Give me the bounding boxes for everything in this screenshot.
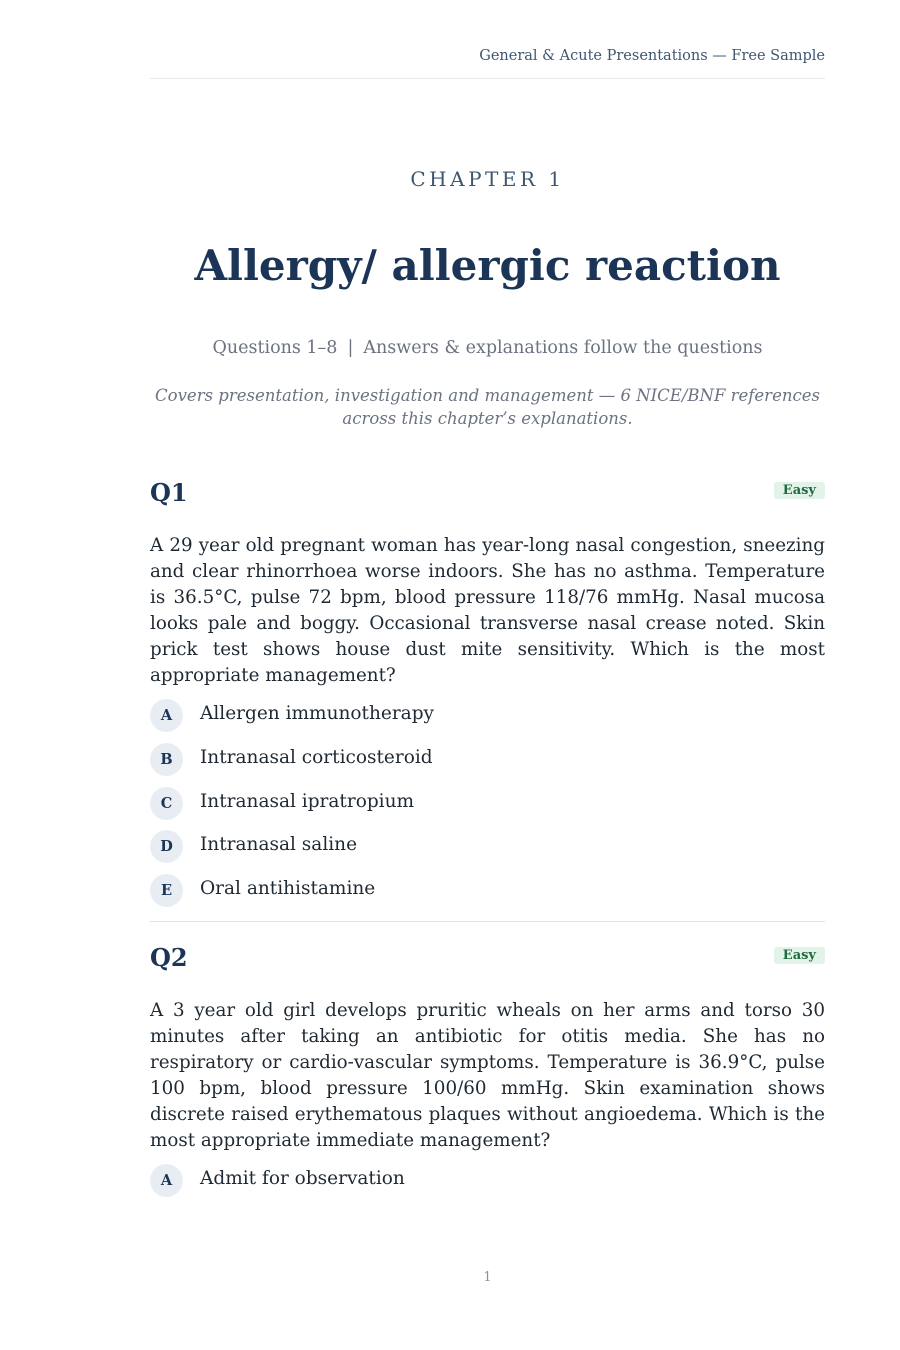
header-divider <box>150 78 825 79</box>
question-stem: A 3 year old girl develops pruritic wheals on her arms and torso 30 minutes after taking an antibiotic for otitis media. She has no respiratory or cardio-vascular symptoms. Temperature is 36.9°C, pulse 100 bpm, blood pressure 100/60 mmHg. Skin examination shows discrete raised erythematous plaques without angioedema. Which is the most appropriate immediate management? <box>150 1000 825 1151</box>
answer-option[interactable] <box>150 874 825 908</box>
option-letter-badge: D <box>150 830 183 863</box>
question-number: Q1 <box>150 478 188 507</box>
answer-options <box>150 699 825 918</box>
option-text: Admit for observation <box>200 1168 405 1189</box>
chapter-blurb: Covers presentation, investigation and management — 6 NICE/BNF references across this chapter’s explanations. <box>155 386 820 428</box>
option-letter-badge: A <box>150 699 183 732</box>
option-text: Intranasal ipratropium <box>200 790 415 812</box>
answer-option[interactable] <box>150 1164 825 1198</box>
option-letter-badge: A <box>150 1164 183 1197</box>
chapter-title: Allergy/ allergic reaction <box>194 241 781 290</box>
answer-option[interactable] <box>150 787 825 821</box>
chapter-label: CHAPTER 1 <box>410 167 565 191</box>
option-letter-badge: B <box>150 743 183 776</box>
chapter-meta <box>150 338 825 358</box>
answer-option[interactable] <box>150 743 825 777</box>
answer-option[interactable] <box>150 699 825 733</box>
option-letter-badge: E <box>150 874 183 907</box>
meta-note: Answers & explanations follow the questions <box>363 338 763 358</box>
option-text: Intranasal corticosteroid <box>200 746 433 768</box>
running-header: General & Acute Presentations — Free Sample <box>479 48 825 64</box>
option-text: Allergen immunotherapy <box>200 703 435 724</box>
option-text: Intranasal saline <box>200 834 358 856</box>
meta-separator: | <box>347 338 354 358</box>
answer-option[interactable] <box>150 830 825 864</box>
question-divider <box>150 921 825 922</box>
question-number: Q2 <box>150 943 188 972</box>
page-number: 1 <box>483 1270 492 1285</box>
difficulty-badge: Easy <box>774 482 825 499</box>
difficulty-badge: Easy <box>774 947 825 964</box>
answer-options <box>150 1164 825 1208</box>
option-text: Oral antihistamine <box>200 878 376 900</box>
question-stem: A 29 year old pregnant woman has year-long nasal congestion, sneezing and clear rhinorrhoea worse indoors. She has no asthma. Temperature is 36.5°C, pulse 72 bpm, blood pressure 118/76 mmHg. Nasal mucosa looks pale and boggy. Occasional transverse nasal crease noted. Skin prick test shows house dust mite sensitivity. Which is the most appropriate management? <box>150 535 825 686</box>
question-range: Questions 1–8 <box>212 338 338 358</box>
option-letter-badge: C <box>150 787 183 820</box>
